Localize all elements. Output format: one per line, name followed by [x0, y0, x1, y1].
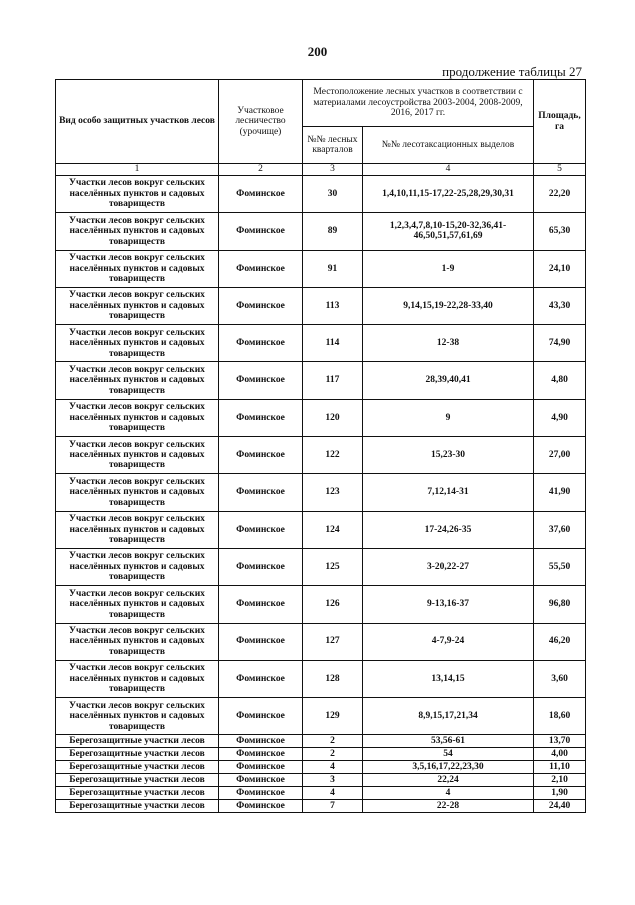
cell-type: Участки лесов вокруг сельских населённых пунктов и садовых товариществ — [56, 660, 219, 697]
cell-plots: 53,56-61 — [363, 735, 534, 748]
cell-plots: 12-38 — [363, 325, 534, 362]
cell-forestry: Фоминское — [219, 437, 303, 474]
cell-area: 55,50 — [534, 548, 586, 585]
table-body — [56, 80, 586, 813]
cell-area: 11,10 — [534, 761, 586, 774]
cell-type: Участки лесов вокруг сельских населённых пунктов и садовых товариществ — [56, 474, 219, 511]
cell-area: 13,70 — [534, 735, 586, 748]
cell-area: 24,10 — [534, 250, 586, 287]
cell-plots: 54 — [363, 748, 534, 761]
cell-plots: 13,14,15 — [363, 660, 534, 697]
column-number: 5 — [534, 164, 586, 176]
cell-area: 43,30 — [534, 287, 586, 324]
cell-area: 3,60 — [534, 660, 586, 697]
cell-plots: 7,12,14-31 — [363, 474, 534, 511]
table-row — [56, 287, 586, 324]
cell-area: 1,90 — [534, 787, 586, 800]
cell-quarter: 122 — [303, 437, 363, 474]
cell-type: Участки лесов вокруг сельских населённых пунктов и садовых товариществ — [56, 437, 219, 474]
table-row — [56, 623, 586, 660]
cell-type: Участки лесов вокруг сельских населённых пунктов и садовых товариществ — [56, 548, 219, 585]
cell-forestry: Фоминское — [219, 748, 303, 761]
cell-forestry: Фоминское — [219, 250, 303, 287]
cell-quarter: 4 — [303, 787, 363, 800]
cell-quarter: 129 — [303, 698, 363, 735]
cell-type: Участки лесов вокруг сельских населённых пунктов и садовых товариществ — [56, 698, 219, 735]
cell-plots: 9-13,16-37 — [363, 586, 534, 623]
cell-forestry: Фоминское — [219, 213, 303, 250]
cell-plots: 8,9,15,17,21,34 — [363, 698, 534, 735]
cell-forestry: Фоминское — [219, 176, 303, 213]
cell-type: Берегозащитные участки лесов — [56, 787, 219, 800]
cell-plots: 22-28 — [363, 800, 534, 813]
cell-quarter: 125 — [303, 548, 363, 585]
cell-forestry: Фоминское — [219, 474, 303, 511]
cell-plots: 3,5,16,17,22,23,30 — [363, 761, 534, 774]
header-location: Местоположение лесных участков в соответствии с материалами лесоустройства 2003-2004, 2008-2009, 2016, 2017 гг. — [303, 80, 534, 127]
table-row — [56, 250, 586, 287]
cell-type: Берегозащитные участки лесов — [56, 800, 219, 813]
cell-quarter: 128 — [303, 660, 363, 697]
cell-forestry: Фоминское — [219, 287, 303, 324]
cell-type: Участки лесов вокруг сельских населённых пунктов и садовых товариществ — [56, 586, 219, 623]
cell-area: 2,10 — [534, 774, 586, 787]
table-row — [56, 735, 586, 748]
cell-plots: 9,14,15,19-22,28-33,40 — [363, 287, 534, 324]
cell-plots: 28,39,40,41 — [363, 362, 534, 399]
column-number: 4 — [363, 164, 534, 176]
cell-type: Участки лесов вокруг сельских населённых пунктов и садовых товариществ — [56, 176, 219, 213]
cell-plots: 3-20,22-27 — [363, 548, 534, 585]
cell-area: 65,30 — [534, 213, 586, 250]
table-row — [56, 399, 586, 436]
cell-forestry: Фоминское — [219, 623, 303, 660]
cell-forestry: Фоминское — [219, 399, 303, 436]
header-plots: №№ лесотаксационных выделов — [363, 127, 534, 164]
cell-quarter: 3 — [303, 774, 363, 787]
table-continuation-label: продолжение таблицы 27 — [442, 64, 582, 79]
cell-forestry: Фоминское — [219, 761, 303, 774]
cell-plots: 15,23-30 — [363, 437, 534, 474]
cell-forestry: Фоминское — [219, 787, 303, 800]
forest-plots-table — [55, 79, 586, 813]
cell-area: 41,90 — [534, 474, 586, 511]
cell-forestry: Фоминское — [219, 325, 303, 362]
cell-quarter: 120 — [303, 399, 363, 436]
cell-quarter: 91 — [303, 250, 363, 287]
cell-forestry: Фоминское — [219, 660, 303, 697]
table-row — [56, 325, 586, 362]
table-row — [56, 748, 586, 761]
table-row — [56, 548, 586, 585]
cell-quarter: 7 — [303, 800, 363, 813]
table-row — [56, 176, 586, 213]
cell-area: 4,90 — [534, 399, 586, 436]
header-quarter: №№ лесных кварталов — [303, 127, 363, 164]
cell-type: Участки лесов вокруг сельских населённых пунктов и садовых товариществ — [56, 623, 219, 660]
cell-plots: 1,2,3,4,7,8,10-15,20-32,36,41-46,50,51,57,61,69 — [363, 213, 534, 250]
table-row — [56, 787, 586, 800]
cell-forestry: Фоминское — [219, 511, 303, 548]
table-row — [56, 800, 586, 813]
cell-quarter: 2 — [303, 748, 363, 761]
cell-area: 96,80 — [534, 586, 586, 623]
cell-plots: 1,4,10,11,15-17,22-25,28,29,30,31 — [363, 176, 534, 213]
cell-forestry: Фоминское — [219, 774, 303, 787]
cell-area: 37,60 — [534, 511, 586, 548]
cell-plots: 17-24,26-35 — [363, 511, 534, 548]
page-number: 200 — [307, 44, 328, 59]
cell-plots: 9 — [363, 399, 534, 436]
cell-type: Участки лесов вокруг сельских населённых пунктов и садовых товариществ — [56, 250, 219, 287]
cell-area: 27,00 — [534, 437, 586, 474]
table-row — [56, 213, 586, 250]
cell-quarter: 114 — [303, 325, 363, 362]
cell-type: Участки лесов вокруг сельских населённых пунктов и садовых товариществ — [56, 399, 219, 436]
table-row — [56, 437, 586, 474]
cell-plots: 4-7,9-24 — [363, 623, 534, 660]
table-row — [56, 474, 586, 511]
cell-plots: 1-9 — [363, 250, 534, 287]
header-forestry: Участковое лесничество (урочище) — [219, 80, 303, 164]
table-row — [56, 761, 586, 774]
cell-forestry: Фоминское — [219, 800, 303, 813]
cell-area: 74,90 — [534, 325, 586, 362]
cell-quarter: 89 — [303, 213, 363, 250]
header-area: Площадь, га — [534, 80, 586, 164]
cell-area: 22,20 — [534, 176, 586, 213]
cell-forestry: Фоминское — [219, 698, 303, 735]
column-number: 3 — [303, 164, 363, 176]
cell-quarter: 126 — [303, 586, 363, 623]
cell-area: 18,60 — [534, 698, 586, 735]
cell-area: 4,80 — [534, 362, 586, 399]
table-row — [56, 511, 586, 548]
cell-type: Участки лесов вокруг сельских населённых пунктов и садовых товариществ — [56, 287, 219, 324]
cell-quarter: 2 — [303, 735, 363, 748]
cell-type: Участки лесов вокруг сельских населённых пунктов и садовых товариществ — [56, 511, 219, 548]
header-type: Вид особо защитных участков лесов — [56, 80, 219, 164]
cell-quarter: 4 — [303, 761, 363, 774]
cell-plots: 4 — [363, 787, 534, 800]
column-number-row — [56, 164, 586, 176]
table-row — [56, 362, 586, 399]
header-row-1 — [56, 80, 586, 127]
cell-forestry: Фоминское — [219, 362, 303, 399]
cell-quarter: 30 — [303, 176, 363, 213]
cell-quarter: 123 — [303, 474, 363, 511]
cell-forestry: Фоминское — [219, 548, 303, 585]
cell-type: Участки лесов вокруг сельских населённых пунктов и садовых товариществ — [56, 213, 219, 250]
table-row — [56, 586, 586, 623]
cell-quarter: 113 — [303, 287, 363, 324]
cell-quarter: 117 — [303, 362, 363, 399]
column-number: 2 — [219, 164, 303, 176]
cell-forestry: Фоминское — [219, 735, 303, 748]
cell-area: 4,00 — [534, 748, 586, 761]
cell-type: Берегозащитные участки лесов — [56, 761, 219, 774]
cell-type: Участки лесов вокруг сельских населённых пунктов и садовых товариществ — [56, 325, 219, 362]
cell-quarter: 127 — [303, 623, 363, 660]
table-row — [56, 774, 586, 787]
table-row — [56, 660, 586, 697]
cell-type: Берегозащитные участки лесов — [56, 748, 219, 761]
cell-type: Участки лесов вокруг сельских населённых пунктов и садовых товариществ — [56, 362, 219, 399]
cell-type: Берегозащитные участки лесов — [56, 735, 219, 748]
cell-area: 24,40 — [534, 800, 586, 813]
cell-quarter: 124 — [303, 511, 363, 548]
table-row — [56, 698, 586, 735]
column-number: 1 — [56, 164, 219, 176]
cell-area: 46,20 — [534, 623, 586, 660]
cell-forestry: Фоминское — [219, 586, 303, 623]
cell-type: Берегозащитные участки лесов — [56, 774, 219, 787]
cell-plots: 22,24 — [363, 774, 534, 787]
